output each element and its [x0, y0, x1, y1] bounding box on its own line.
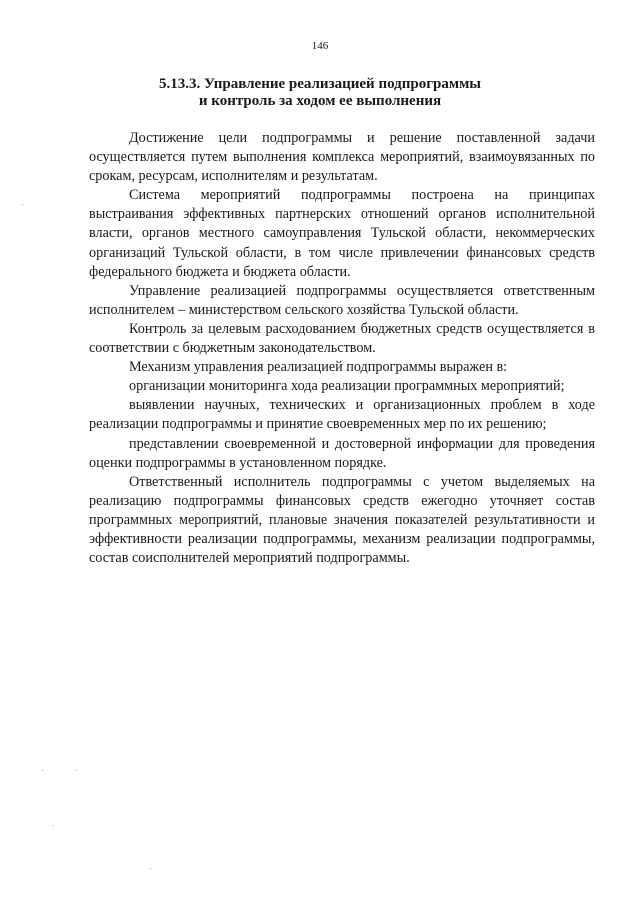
scan-speck [22, 204, 23, 205]
scan-speck [150, 868, 151, 869]
paragraph-mechanism-intro: Механизм управления реализацией подпрограммы выражен в: [129, 359, 508, 376]
page-number: 146 [311, 40, 329, 52]
scan-speck [76, 770, 77, 771]
scan-speck [52, 825, 53, 826]
section-heading-line-2: и контроль за ходом ее выполнения [198, 93, 442, 109]
paragraph-control: Контроль за целевым расходованием бюджетных средств осуществляется в соответствии с бюджетным законодательством. [89, 320, 595, 357]
section-heading [60, 76, 580, 110]
paragraph-measures-system: Система мероприятий подпрограммы построена на принципах выстраивания эффективных партнерских отношений органов исполнительной власти, органов местного самоуправления Тульской области, некоммерческих организаций Тульской области, в том числе привлечении финансовых средств федерального бюджета и бюджета области. [89, 187, 595, 280]
paragraph-responsible-executor: Ответственный исполнитель подпрограммы с учетом выделяемых на реализацию подпрограммы финансовых средств ежегодно уточняет состав программных мероприятий, плановые значения показателей результативности и эффективности реализации подпрограммы, механизм реализации подпрограммы, состав соисполнителей мероприятий подпрограммы. [89, 473, 595, 567]
section-heading-line-1: 5.13.3. Управление реализацией подпрограммы [158, 76, 482, 92]
body-text [89, 129, 595, 568]
scan-speck [42, 770, 43, 771]
paragraph-management: Управление реализацией подпрограммы осуществляется ответственным исполнителем – министерством сельского хозяйства Тульской области. [89, 282, 595, 318]
paragraph-goal-achievement: Достижение цели подпрограммы и решение поставленной задачи осуществляется путем выполнения комплекса мероприятий, взаимоувязанных по срокам, ресурсам, исполнителям и результатам. [89, 130, 595, 185]
paragraph-mechanism-monitoring: организации мониторинга хода реализации программных мероприятий; [129, 378, 565, 395]
paragraph-mechanism-information: представлении своевременной и достоверной информации для проведения оценки подпрограммы в установленном порядке. [89, 435, 595, 471]
paragraph-mechanism-problems: выявлении научных, технических и организационных проблем в ходе реализации подпрограммы и принятие своевременных мер по их решению; [89, 397, 595, 433]
